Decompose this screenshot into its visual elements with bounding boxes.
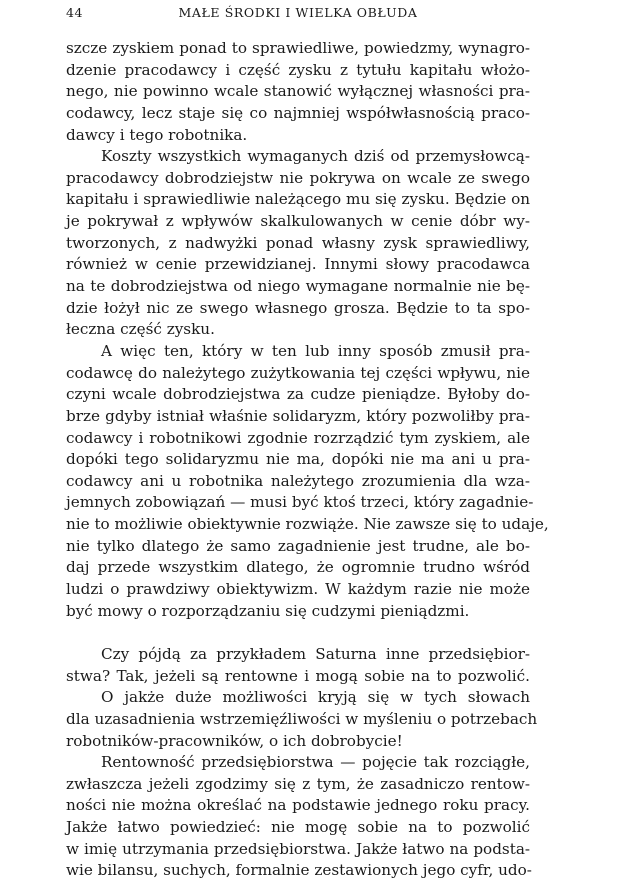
paragraph — [66, 146, 530, 341]
text-line: dawcy i tego robotnika. — [66, 125, 248, 144]
page-number: 44 — [66, 5, 84, 20]
text-line: szcze zyskiem ponad to sprawiedliwe, powiedzmy, wynagro- — [66, 39, 530, 57]
text-line: dzenie pracodawcy i część zysku z tytułu kapitału włożo- — [66, 60, 530, 79]
text-line: stwa? Tak, jeżeli są rentowne i mogą sobie na to pozwolić. — [66, 666, 530, 685]
text-line: również w cenie przewidzianej. Innymi słowy pracodawca — [66, 255, 530, 274]
text-line: Koszty wszystkich wymaganych dziś od przemysłowcą- — [101, 147, 530, 166]
text-line: codawcę do należytego zużytkowania tej części wpływu, nie — [66, 363, 530, 382]
text-line: kapitału i sprawiedliwie należącego mu się zysku. Będzie on — [66, 190, 530, 209]
text-line: zwłaszcza jeżeli zgodzimy się z tym, że zasadniczo rentow- — [66, 774, 530, 793]
text-line: być mowy o rozporządzaniu się cudzymi pieniądzmi. — [66, 601, 470, 620]
text-line: jemnych zobowiązań — musi być ktoś trzeci, który zagadnie- — [66, 493, 534, 512]
text-line: tworzonych, z nadwyżki ponad własny zysk sprawiedliwy, — [66, 233, 530, 252]
text-line: Jakże łatwo powiedzieć: nie mogę sobie na to pozwolić — [66, 818, 530, 837]
paragraph — [66, 644, 530, 687]
text-line: A więc ten, który w ten lub inny sposób zmusił pra- — [101, 341, 530, 360]
paragraph — [66, 341, 549, 622]
section-gap — [66, 622, 530, 644]
text-line: daj przede wszystkim dlatego, że ogromnie trudno wśród — [66, 558, 530, 577]
text-line: robotników-pracowników, o ich dobrobycie! — [66, 731, 403, 750]
paragraph — [66, 38, 530, 146]
text-line: je pokrywał z wpływów skalkulowanych w cenie dóbr wy- — [66, 212, 530, 231]
text-line: dopóki tego solidaryzmu nie ma, dopóki nie ma ani u pra- — [66, 450, 530, 469]
text-line: ności nie można określać na podstawie jednego roku pracy. — [66, 796, 530, 815]
text-line: wie bilansu, suchych, formalnie zestawionych jego cyfr, udo- — [66, 861, 532, 880]
text-line: Czy pójdą za przykładem Saturna inne przedsiębior- — [101, 644, 530, 663]
text-line: brze gdyby istniał właśnie solidaryzm, który pozwoliłby pra- — [66, 406, 530, 425]
running-title: MAŁE ŚRODKI I WIELKA OBŁUDA — [178, 5, 418, 20]
text-line: czyni wcale dobrodziejstwa za cudze pieniądze. Byłoby do- — [66, 385, 530, 404]
text-line: łeczna część zysku. — [66, 320, 215, 339]
page-body — [66, 38, 549, 882]
text-line: nego, nie powinno wcale stanowić wyłącznej własności pra- — [66, 82, 530, 101]
page-header — [66, 5, 530, 23]
text-line: nie to możliwie obiektywnie rozwiąże. Nie zawsze się to udaje, — [66, 515, 549, 534]
text-line: dla uzasadnienia wstrzemięźliwości w myśleniu o potrzebach — [66, 709, 538, 728]
text-line: codawcy i robotnikowi zgodnie rozrządzić tym zyskiem, ale — [66, 428, 530, 447]
text-line: dzie łożył nic ze swego własnego grosza. Będzie to ta spo- — [66, 298, 530, 317]
text-line: nie tylko dlatego że samo zagadnienie jest trudne, ale bo- — [66, 536, 530, 555]
text-line: codawcy, lecz staje się co najmniej współwłasnością praco- — [66, 103, 530, 122]
text-line: O jakże duże możliwości kryją się w tych słowach — [101, 688, 530, 707]
text-line: ludzi o prawdziwy obiektywizm. W każdym razie nie może — [66, 580, 530, 599]
text-line: pracodawcy dobrodziejstw nie pokrywa on wcale ze swego — [66, 168, 530, 187]
paragraph — [66, 687, 538, 752]
paragraph — [66, 752, 530, 882]
text-line: codawcy ani u robotnika należytego zrozumienia dla wza- — [66, 471, 530, 490]
text-line: Rentowność przedsiębiorstwa — pojęcie tak rozciągłe, — [101, 753, 530, 772]
text-line: na te dobrodziejstwa od niego wymagane normalnie nie bę- — [66, 277, 530, 296]
text-line: w imię utrzymania przedsiębiorstwa. Jakże łatwo na podsta- — [66, 839, 530, 858]
